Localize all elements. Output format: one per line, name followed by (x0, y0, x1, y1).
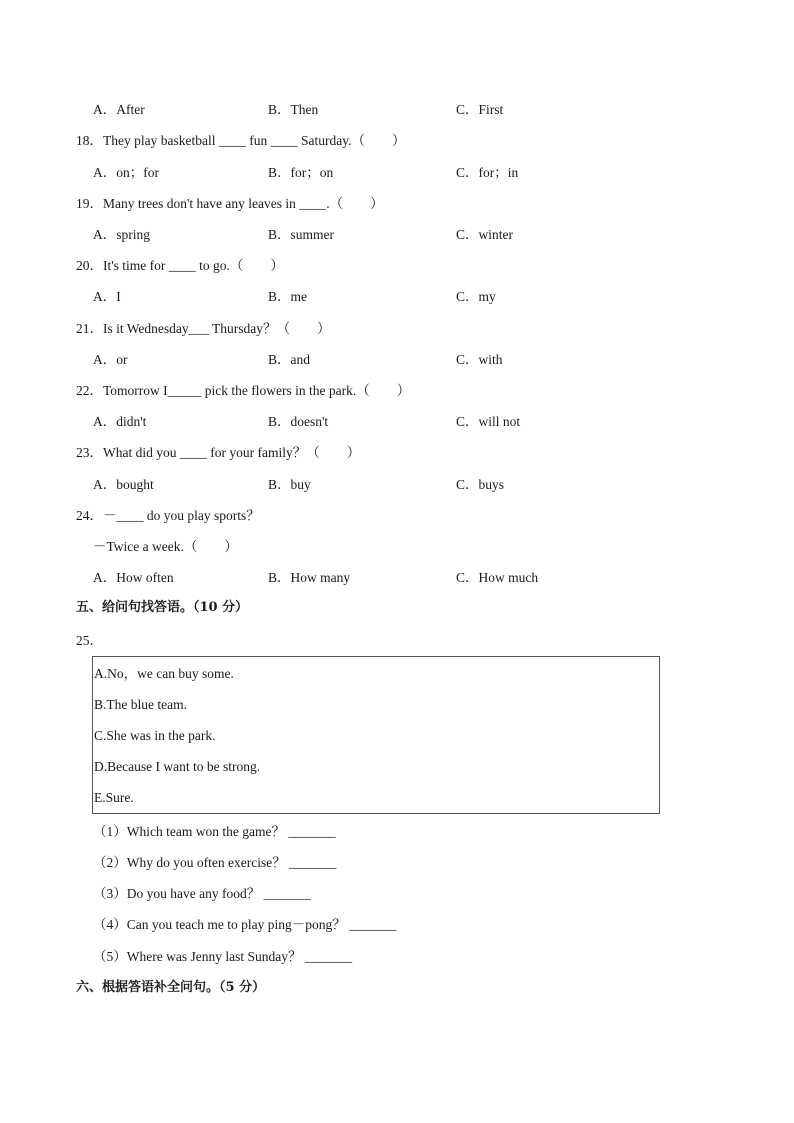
q22-option-a: A．didn't (93, 414, 147, 429)
choice-b: B.The blue team. (94, 697, 187, 712)
q21-option-a: A．or (93, 352, 128, 367)
choice-e: E.Sure. (94, 790, 134, 805)
q18-option-c: C．for；in (456, 165, 519, 180)
q23-option-b: B．buy (268, 477, 311, 492)
q18-stem: 18．They play basketball ____ fun ____ Saturday.（ ） (76, 133, 406, 148)
q17-option-b: B．Then (268, 102, 319, 117)
q24-stem: 24．－____ do you play sports？ (76, 508, 260, 523)
q24-answer-line: －Twice a week.（ ） (93, 539, 238, 554)
q20-option-b: B．me (268, 289, 307, 304)
q23-stem: 23．What did you ____ for your family？（ ） (76, 445, 361, 460)
q19-option-c: C．winter (456, 227, 513, 242)
q21-option-b: B．and (268, 352, 310, 367)
section6-heading: 六、根据答语补全问句。（5 分） (76, 980, 266, 995)
q19-option-b: B．summer (268, 227, 334, 242)
q21-option-c: C．with (456, 352, 503, 367)
q24-option-c: C．How much (456, 570, 539, 585)
q23-option-a: A．bought (93, 477, 154, 492)
q25-item-4: （4）Can you teach me to play ping－pong？ _______ (93, 917, 397, 932)
q24-option-b: B．How many (268, 570, 351, 585)
q21-stem: 21．Is it Wednesday___ Thursday？（ ） (76, 321, 331, 336)
q17-option-c: C．First (456, 102, 504, 117)
q22-option-c: C．will not (456, 414, 521, 429)
q25-item-2: （2）Why do you often exercise？ _______ (93, 855, 337, 870)
q20-option-a: A．I (93, 289, 121, 304)
q24-option-a: A．How often (93, 570, 174, 585)
q25-item-3: （3）Do you have any food？ _______ (93, 886, 311, 901)
q22-stem: 22．Tomorrow I_____ pick the flowers in the park.（ ） (76, 383, 411, 398)
q19-stem: 19．Many trees don't have any leaves in ____.（ ） (76, 196, 384, 211)
q20-option-c: C．my (456, 289, 496, 304)
q18-option-a: A．on；for (93, 165, 159, 180)
section5-heading: 五、给问句找答语。（10 分） (76, 600, 249, 615)
q23-option-c: C．buys (456, 477, 505, 492)
q20-stem: 20．It's time for ____ to go.（ ） (76, 258, 284, 273)
q22-option-b: B．doesn't (268, 414, 329, 429)
q25-item-1: （1）Which team won the game？ _______ (93, 824, 336, 839)
q19-option-a: A．spring (93, 227, 150, 242)
q17-option-a: A．After (93, 102, 145, 117)
choice-a: A.No，we can buy some. (94, 666, 234, 681)
choice-c: C.She was in the park. (94, 728, 216, 743)
q25-item-5: （5）Where was Jenny last Sunday？ _______ (93, 949, 353, 964)
answer-choices-box (92, 656, 660, 814)
choice-d: D.Because I want to be strong. (94, 759, 261, 774)
q25-number: 25． (76, 633, 103, 648)
q18-option-b: B．for；on (268, 165, 334, 180)
